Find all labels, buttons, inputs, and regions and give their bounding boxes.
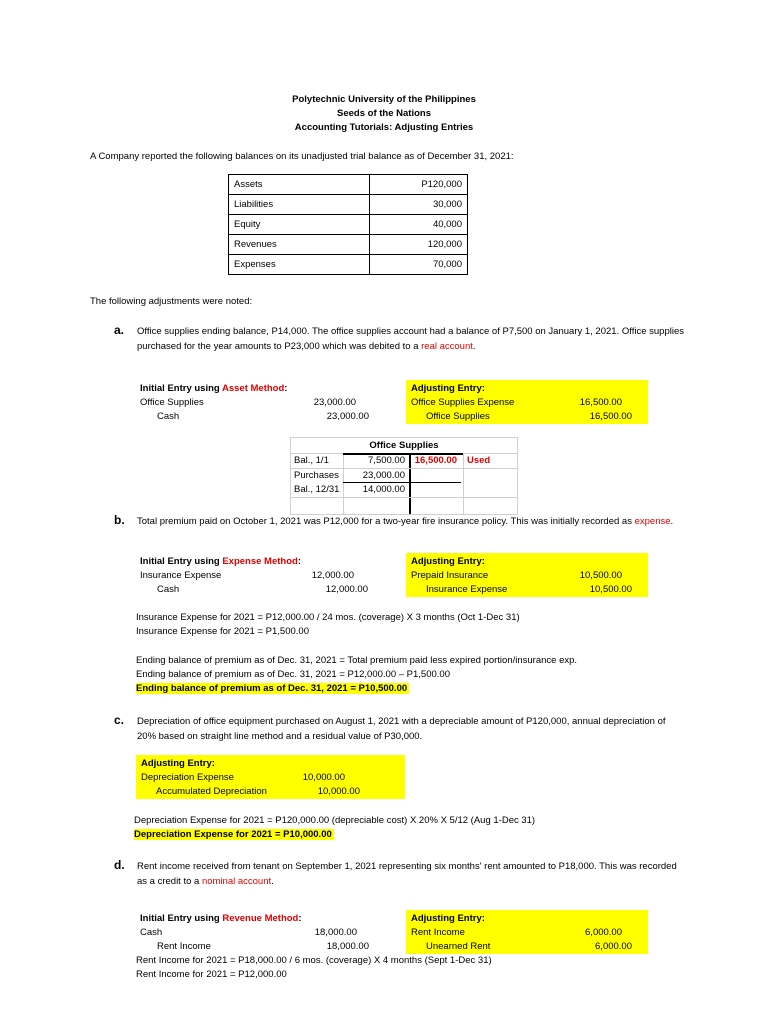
c-adjusting-entry-box [136,755,405,799]
trial-balance-account: Liabilities [229,195,370,215]
a-adj-debit-amount: 16,500.00 [579,397,622,408]
trial-balance-amount: 120,000 [370,235,468,255]
adjustment-b-text: Total premium paid on October 1, 2021 was P12,000 for a two-year fire insurance policy. This was initially recorded as expense. [137,516,674,527]
t-row-credit: 16,500.00 [414,455,457,466]
d-adj-debit-amount: 6,000.00 [585,927,622,938]
b-adj-debit-account: Prepaid Insurance [411,570,489,581]
trial-balance-row [229,255,468,275]
d-adj-debit-account: Rent Income [411,927,465,938]
title-subtitle: Seeds of the Nations [337,108,431,119]
trial-balance-account: Equity [229,215,370,235]
c-calc-1: Depreciation Expense for 2021 = P120,000.00 (depreciable cost) X 20% X 5/12 (Aug 1-Dec 31) [134,815,536,826]
d-initial-credit-account: Rent Income [157,941,211,952]
c-adj-credit-account: Accumulated Depreciation [156,786,267,797]
b-calc-5: Ending balance of premium as of Dec. 31, 2021 = P10,500.00 [136,683,408,694]
b-calc-4: Ending balance of premium as of Dec. 31, 2021 = P12,000.00 – P1,500.00 [136,669,450,680]
t-account-office-supplies [290,437,518,515]
a-adjusting-title: Adjusting Entry: [411,383,485,394]
a-adjusting-entry-box [406,380,648,424]
b-initial-credit-account: Cash [157,584,180,595]
trial-balance-account: Expenses [229,255,370,275]
d-initial-credit-amount: 18,000.00 [326,941,369,952]
t-row-label: Purchases [294,470,339,481]
c-adj-debit-amount: 10,000.00 [302,772,345,783]
c-adj-debit-account: Depreciation Expense [141,772,234,783]
c-adj-credit-amount: 10,000.00 [317,786,360,797]
t-row-label: Bal., 1/1 [294,455,329,466]
marker-d: d. [114,858,125,872]
c-adjusting-title: Adjusting Entry: [141,758,215,769]
t-row-label: Bal., 12/31 [294,484,340,495]
trial-balance-amount: 70,000 [370,255,468,275]
a-initial-debit-account: Office Supplies [140,397,204,408]
b-initial-debit-amount: 12,000.00 [311,570,354,581]
b-calc-2: Insurance Expense for 2021 = P1,500.00 [136,626,309,637]
title-university: Polytechnic University of the Philippines [292,94,476,105]
trial-balance-row [229,215,468,235]
d-adjusting-entry-box [406,910,648,954]
title-tutorial: Accounting Tutorials: Adjusting Entries [294,122,474,133]
trial-balance-table [228,174,468,275]
adjustment-c-text: Depreciation of office equipment purchased on August 1, 2021 with a depreciable amount of P120,000, annual depreciation of 20% based on straight line method and a residual value of P30,000. [137,716,666,742]
a-initial-entry-label: Initial Entry using Asset Method: [140,383,288,394]
d-initial-debit-account: Cash [140,927,163,938]
b-adjusting-title: Adjusting Entry: [411,556,485,567]
t-row-debit: 7,500.00 [368,455,405,466]
t-row-debit: 23,000.00 [362,470,405,481]
a-adj-credit-account: Office Supplies [426,411,490,422]
b-adjusting-entry-box [406,553,648,597]
trial-balance-account: Assets [229,175,370,195]
trial-balance-row [229,235,468,255]
trial-balance-amount: 40,000 [370,215,468,235]
d-adjusting-title: Adjusting Entry: [411,913,485,924]
adjustments-intro: The following adjustments were noted: [90,296,253,307]
a-adj-credit-amount: 16,500.00 [589,411,632,422]
d-adj-credit-amount: 6,000.00 [595,941,632,952]
marker-b: b. [114,513,125,527]
b-calc-1: Insurance Expense for 2021 = P12,000.00 / 24 mos. (coverage) X 3 months (Oct 1-Dec 31) [136,612,520,623]
b-adj-credit-account: Insurance Expense [426,584,508,595]
d-calc-2: Rent Income for 2021 = P12,000.00 [136,969,287,980]
intro-text: A Company reported the following balances on its unadjusted trial balance as of December 31, 2021: [90,151,514,162]
b-calc-3: Ending balance of premium as of Dec. 31, 2021 = Total premium paid less expired portion/insurance exp. [136,655,578,666]
d-initial-debit-amount: 18,000.00 [314,927,357,938]
trial-balance-account: Revenues [229,235,370,255]
d-initial-entry-label: Initial Entry using Revenue Method: [140,913,302,924]
adjustment-a-text: Office supplies ending balance, P14,000. The office supplies account had a balance of P7,500 on January 1, 2021. Office supplies purchased for the year amounts to P23,000 which was debited to a real account. [137,326,684,352]
a-initial-credit-account: Cash [157,411,180,422]
b-initial-credit-amount: 12,000.00 [325,584,368,595]
a-adj-debit-account: Office Supplies Expense [411,397,515,408]
b-initial-debit-account: Insurance Expense [140,570,222,581]
marker-c: c. [114,713,125,727]
b-initial-entry-label: Initial Entry using Expense Method: [140,556,302,567]
t-row-debit: 14,000.00 [362,484,405,495]
d-calc-1: Rent Income for 2021 = P18,000.00 / 6 mos. (coverage) X 4 months (Sept 1-Dec 31) [136,955,492,966]
b-adj-credit-amount: 10,500.00 [589,584,632,595]
d-adj-credit-account: Unearned Rent [426,941,491,952]
trial-balance-amount: P120,000 [370,175,468,195]
c-calc-2: Depreciation Expense for 2021 = P10,000.00 [134,829,332,840]
t-row-note: Used [467,455,491,466]
t-account-title: Office Supplies [369,440,439,451]
a-initial-debit-amount: 23,000.00 [313,397,356,408]
a-initial-credit-amount: 23,000.00 [326,411,369,422]
adjustment-d-text: Rent income received from tenant on September 1, 2021 representing six months' rent amounted to P18,000. This was recorded as a credit to a nominal account. [137,861,677,887]
marker-a: a. [114,323,125,337]
b-adj-debit-amount: 10,500.00 [579,570,622,581]
trial-balance-amount: 30,000 [370,195,468,215]
trial-balance-row [229,175,468,195]
trial-balance-row [229,195,468,215]
